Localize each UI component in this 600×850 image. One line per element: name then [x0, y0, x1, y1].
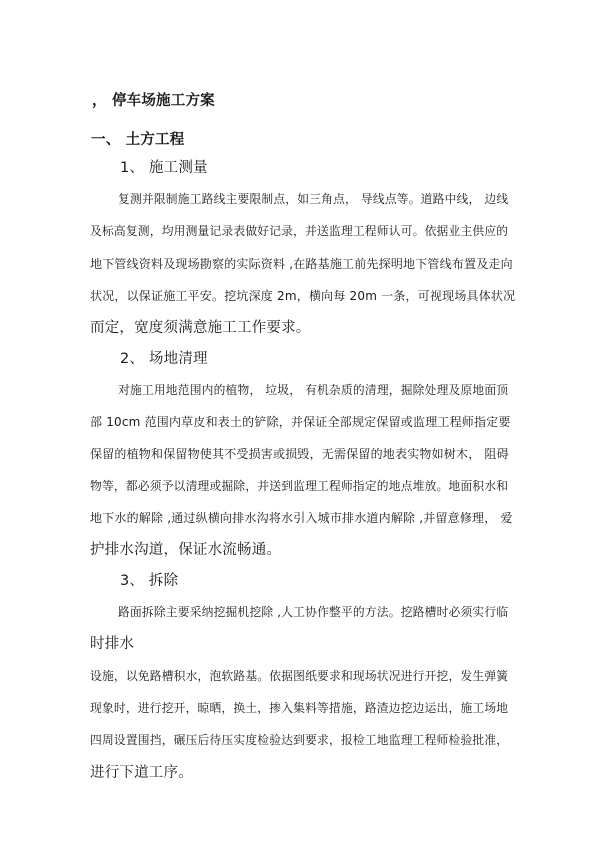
subsection-heading-site-clearing: 2、 场地清理: [120, 351, 208, 367]
paragraph-line: 状况，以保证施工平安。挖坑深度 2m，横向每 20m 一条，可视现场具体状况: [90, 289, 516, 303]
paragraph-line: 时排水: [90, 636, 135, 652]
paragraph-line: 复测并限制施工路线主要限制点，如三角点， 导线点等。道路中线， 边线: [118, 192, 509, 206]
paragraph-line: 物等，都必须予以清理或掘除，并送到监理工程师指定的地点堆放。地面积水和: [90, 479, 509, 493]
paragraph-line: 地下水的解除 ,通过纵横向排水沟将水引入城市排水道内解除 ,并留意修理， 爱: [90, 511, 513, 525]
subsection-heading-demolition: 3、 拆除: [120, 573, 179, 589]
document-title: ， 停车场施工方案: [92, 93, 215, 109]
paragraph-line: 四周设置围挡，碾压后待压实度检验达到要求，报检工地监理工程师检验批准，: [90, 733, 509, 747]
subsection-heading-survey: 1、 施工测量: [120, 160, 208, 176]
paragraph-line: 地下管线资料及现场勘察的实际资料 ,在路基施工前先探明地下管线布置及走向: [90, 257, 513, 271]
paragraph-line: 保留的植物和保留物使其不受损害或损毁，无需保留的地表实物如树木， 阻碍: [90, 447, 509, 461]
paragraph-line: 进行下道工序。: [90, 765, 193, 781]
paragraph-line: 及标高复测，均用测量记录表做好记录，并送监理工程师认可。依据业主供应的: [90, 224, 509, 238]
section-heading-earthwork: 一、 土方工程: [91, 132, 185, 148]
paragraph-line: 设施，以免路槽积水，泡软路基。依据图纸要求和现场状况进行开挖，发生弹簧: [90, 669, 509, 683]
paragraph-line: 路面拆除主要采纳挖掘机挖除 ,人工协作整平的方法。挖路槽时必须实行临: [118, 605, 509, 619]
paragraph-line: 对施工用地范围内的植物， 垃圾， 有机杂质的清理，掘除处理及原地面顶: [118, 383, 509, 397]
paragraph-line: 现象时，进行挖开，晾晒，换土，掺入集料等措施，路渣边挖边运出，施工场地: [90, 701, 509, 715]
paragraph-line: 护排水沟道，保证水流畅通。: [90, 542, 282, 558]
paragraph-line: 而定，宽度须满意施工工作要求。: [90, 320, 311, 336]
paragraph-line: 部 10cm 范围内草皮和表土的铲除，并保证全部规定保留或监理工程师指定要: [90, 415, 511, 429]
